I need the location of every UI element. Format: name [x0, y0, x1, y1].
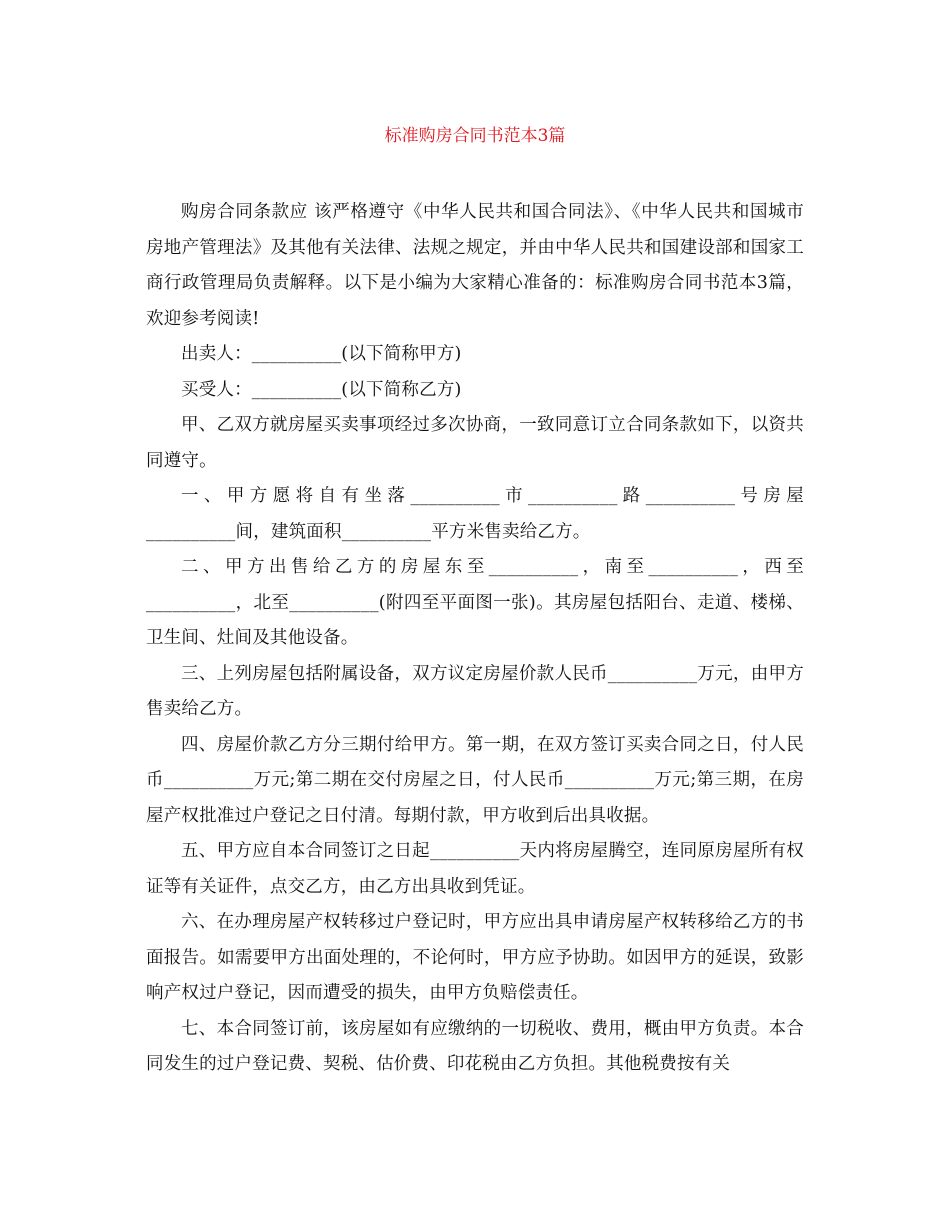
- paragraph-agreement: 甲、乙双方就房屋买卖事项经过多次协商，一致同意订立合同条款如下，以资共同遵守。: [146, 415, 804, 471]
- paragraph-clause-7: 七、本合同签订前，该房屋如有应缴纳的一切税收、费用，概由甲方负责。本合同发生的过户登记费、契税、估价费、印花税由乙方负担。其他税费按有关: [146, 1018, 804, 1074]
- paragraph-buyer: 买受人：__________(以下简称乙方): [181, 379, 462, 400]
- paragraph-clause-5: 五、甲方应自本合同签订之日起__________天内将房屋腾空，连同原房屋所有权证等有关证件，点交乙方，由乙方出具收到凭证。: [146, 841, 804, 897]
- paragraph-intro: 购房合同条款应 该严格遵守《中华人民共和国合同法》、《中华人民共和国城市房地产管理法》及其他有关法律、法规之规定，并由中华人民共和国建设部和国家工商行政管理局负责解释。以下是小编为大家精心准备的：标准购房合同书范本3篇，欢迎参考阅读!: [146, 202, 804, 329]
- paragraph-clause-4: 四、房屋价款乙方分三期付给甲方。第一期，在双方签订买卖合同之日，付人民币__________万元;第二期在交付房屋之日，付人民币__________万元;第三期，在房屋产权批准过户登记之日付清。每期付款，甲方收到后出具收据。: [146, 734, 804, 826]
- document-body: [146, 195, 804, 1083]
- document-title: 标准购房合同书范本3篇: [384, 126, 566, 146]
- paragraph-clause-1: 一、甲方愿将自有坐落__________市__________路__________号房屋__________间，建筑面积__________平方米售卖给乙方。: [146, 486, 804, 542]
- paragraph-clause-2: 二、甲方出售给乙方的房屋东至__________，南至__________，西至__________，北至__________(附四至平面图一张)。其房屋包括阳台、走道、楼梯、卫生间、灶间及其他设备。: [146, 557, 804, 648]
- paragraph-clause-3: 三、上列房屋包括附属设备，双方议定房屋价款人民币__________万元，由甲方售卖给乙方。: [146, 663, 804, 719]
- paragraph-clause-6: 六、在办理房屋产权转移过户登记时，甲方应出具申请房屋产权转移给乙方的书面报告。如需要甲方出面处理的，不论何时，甲方应予协助。如因甲方的延误，致影响产权过户登记，因而遭受的损失，由甲方负赔偿责任。: [146, 912, 804, 1003]
- paragraph-seller: 出卖人：__________(以下简称甲方): [181, 344, 462, 364]
